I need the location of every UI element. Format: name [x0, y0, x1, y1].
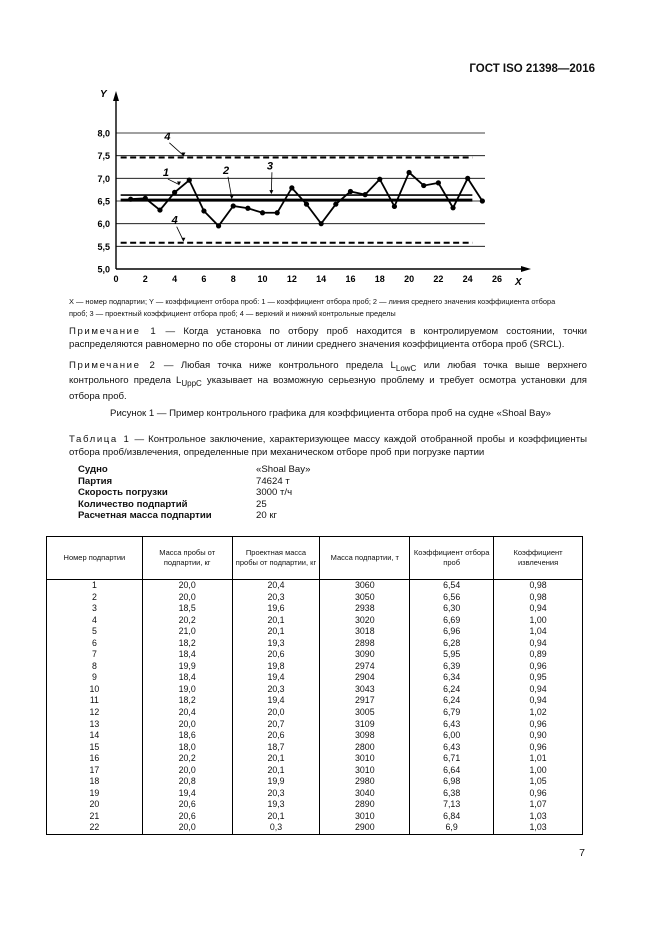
- table-header-cell: Масса пробы от подпартии, кг: [142, 537, 232, 580]
- table-cell: 3: [47, 603, 143, 615]
- table-cell: 21,0: [142, 626, 232, 638]
- y-axis-label: Y: [100, 89, 107, 100]
- table-cell: 2904: [320, 672, 410, 684]
- table-row: [47, 730, 583, 742]
- x-tick-label: 12: [286, 274, 297, 284]
- data-point: [187, 178, 192, 183]
- table-cell: 19,0: [142, 684, 232, 696]
- leader-line: [271, 172, 272, 193]
- table-cell: 0,3: [232, 822, 320, 834]
- note-2-sub-a: LowC: [395, 363, 417, 373]
- table-cell: 3090: [320, 649, 410, 661]
- x-axis-arrow: [521, 266, 531, 272]
- curve-label: 3: [266, 160, 274, 173]
- table-cell: 6,69: [410, 615, 494, 627]
- table-cell: 19,4: [142, 788, 232, 800]
- x-tick-label: 26: [491, 274, 503, 284]
- table-cell: 1,07: [494, 799, 583, 811]
- page-number: 7: [579, 847, 585, 859]
- table-cell: 20,8: [142, 776, 232, 788]
- table-row: [47, 672, 583, 684]
- data-point: [450, 205, 455, 210]
- table-cell: 6,28: [410, 638, 494, 650]
- table-cell: 1,05: [494, 776, 583, 788]
- table-cell: 20,6: [232, 730, 320, 742]
- y-tick-label: 6,0: [97, 219, 110, 230]
- table-cell: 0,96: [494, 742, 583, 754]
- table-cell: 19,3: [232, 799, 320, 811]
- table-cell: 6,64: [410, 765, 494, 777]
- x-tick-label: 14: [316, 274, 327, 284]
- table-row: [47, 799, 583, 811]
- table-row: [47, 661, 583, 673]
- table-cell: 14: [47, 730, 143, 742]
- table-header-cell: Коэффициент извлечения: [494, 537, 583, 580]
- table-cell: 6,43: [410, 742, 494, 754]
- table-cell: 3060: [320, 580, 410, 592]
- y-tick-label: 5,0: [97, 264, 110, 275]
- table-cell: 0,96: [494, 661, 583, 673]
- table-cell: 4: [47, 615, 143, 627]
- table-cell: 16: [47, 753, 143, 765]
- table-cell: 20,2: [142, 615, 232, 627]
- table-row: [47, 684, 583, 696]
- table-cell: 1: [47, 580, 143, 592]
- note-2-text-a: — Любая точка ниже контрольного предела L: [156, 360, 396, 371]
- table-cell: 6,98: [410, 776, 494, 788]
- data-point: [377, 177, 382, 182]
- table-cell: 0,96: [494, 719, 583, 731]
- table-cell: 0,94: [494, 638, 583, 650]
- table-cell: 0,98: [494, 592, 583, 604]
- table-cell: 6,38: [410, 788, 494, 800]
- table-cell: 17: [47, 765, 143, 777]
- table-cell: 20,4: [142, 707, 232, 719]
- y-tick-label: 6,5: [97, 196, 110, 207]
- shipment-info-key: Количество подпартий: [78, 498, 188, 510]
- x-tick-label: 20: [404, 274, 415, 284]
- table-cell: 3109: [320, 719, 410, 731]
- curve-label: 4: [164, 130, 171, 143]
- table-cell: 3010: [320, 753, 410, 765]
- data-point: [172, 190, 177, 195]
- table-cell: 22: [47, 822, 143, 834]
- shipment-info-key: Расчетная масса подпартии: [78, 510, 212, 522]
- table-cell: 1,02: [494, 707, 583, 719]
- table-cell: 2900: [320, 822, 410, 834]
- table-row: [47, 719, 583, 731]
- shipment-info-key: Скорость погрузки: [78, 487, 168, 499]
- table-row: [47, 592, 583, 604]
- x-tick-label: 22: [433, 274, 444, 284]
- note-2-text-c: указывает на возможную серьезную проблему и требует осмотра установки для отбора проб.: [69, 375, 587, 402]
- table-cell: 3018: [320, 626, 410, 638]
- table-cell: 6,39: [410, 661, 494, 673]
- data-point: [406, 170, 411, 175]
- table-cell: 3020: [320, 615, 410, 627]
- table-cell: 19,4: [232, 672, 320, 684]
- table-cell: 1,03: [494, 811, 583, 823]
- figure-caption: Рисунок 1 — Пример контрольного графика для коэффициента отбора проб на судне «Shoal Bay»: [110, 408, 551, 419]
- table-row: [47, 695, 583, 707]
- table-cell: 6,96: [410, 626, 494, 638]
- table-header-cell: Масса подпартии, т: [320, 537, 410, 580]
- table-cell: 18,6: [142, 730, 232, 742]
- table-cell: 6,79: [410, 707, 494, 719]
- table-cell: 1,00: [494, 765, 583, 777]
- table-cell: 19,3: [232, 638, 320, 650]
- shipment-info-value: 20 кг: [256, 510, 278, 522]
- data-point: [304, 202, 309, 207]
- data-point: [128, 197, 133, 202]
- x-tick-label: 10: [257, 274, 268, 284]
- table-row: [47, 638, 583, 650]
- table-cell: 0,96: [494, 788, 583, 800]
- table-row: [47, 580, 583, 592]
- table-caption-label: Таблица 1: [69, 434, 131, 445]
- table-row: [47, 822, 583, 834]
- shipment-info-key: Судно: [78, 464, 108, 475]
- table-cell: 12: [47, 707, 143, 719]
- table-cell: 3098: [320, 730, 410, 742]
- x-tick-label: 2: [142, 274, 148, 284]
- table-cell: 1,04: [494, 626, 583, 638]
- table-cell: 20,3: [232, 788, 320, 800]
- table-cell: 18,7: [232, 742, 320, 754]
- table-cell: 18,4: [142, 672, 232, 684]
- table-cell: 20,7: [232, 719, 320, 731]
- shipment-info-row: [78, 464, 310, 476]
- table-cell: 6,84: [410, 811, 494, 823]
- table-cell: 20,6: [142, 811, 232, 823]
- leader-line: [169, 143, 183, 156]
- x-tick-label: 4: [172, 274, 178, 284]
- note-2-label: Примечание 2: [69, 360, 157, 371]
- table-cell: 20: [47, 799, 143, 811]
- table-cell: 6,56: [410, 592, 494, 604]
- data-point: [465, 176, 470, 181]
- table-cell: 3010: [320, 811, 410, 823]
- table-row: [47, 707, 583, 719]
- shipment-info-row: [78, 476, 310, 488]
- table-cell: 19,4: [232, 695, 320, 707]
- table-cell: 15: [47, 742, 143, 754]
- table-cell: 18: [47, 776, 143, 788]
- data-point: [348, 189, 353, 194]
- table-cell: 6,9: [410, 822, 494, 834]
- shipment-info: [78, 464, 310, 522]
- table-cell: 20,6: [232, 649, 320, 661]
- y-tick-label: 5,5: [97, 241, 110, 252]
- table-cell: 0,94: [494, 684, 583, 696]
- table-row: [47, 742, 583, 754]
- table-cell: 11: [47, 695, 143, 707]
- table-cell: 3043: [320, 684, 410, 696]
- curve-label: 4: [171, 214, 178, 227]
- table-row: [47, 753, 583, 765]
- x-axis-label: X: [515, 277, 522, 288]
- table-cell: 8: [47, 661, 143, 673]
- table-cell: 19,6: [232, 603, 320, 615]
- table-cell: 20,0: [142, 765, 232, 777]
- table-cell: 19,9: [232, 776, 320, 788]
- leader-arrow: [269, 190, 273, 194]
- table-cell: 0,94: [494, 603, 583, 615]
- table-cell: 3040: [320, 788, 410, 800]
- table-cell: 20,3: [232, 684, 320, 696]
- control-chart: [92, 88, 552, 288]
- table-header-cell: Проектная масса пробы от подпартии, кг: [232, 537, 320, 580]
- control-table: [46, 536, 583, 835]
- data-point: [333, 202, 338, 207]
- table-cell: 20,1: [232, 615, 320, 627]
- x-tick-label: 16: [345, 274, 356, 284]
- table-cell: 20,0: [142, 822, 232, 834]
- table-cell: 3010: [320, 765, 410, 777]
- shipment-info-row: [78, 487, 310, 499]
- data-point: [436, 180, 441, 185]
- y-tick-label: 7,5: [97, 151, 110, 162]
- table-cell: 18,2: [142, 695, 232, 707]
- table-caption: [69, 434, 587, 459]
- table-cell: 19,9: [142, 661, 232, 673]
- data-point: [216, 223, 221, 228]
- table-cell: 20,6: [142, 799, 232, 811]
- shipment-info-row: [78, 510, 310, 522]
- table-row: [47, 788, 583, 800]
- data-point: [289, 185, 294, 190]
- table-cell: 18,0: [142, 742, 232, 754]
- table-cell: 7: [47, 649, 143, 661]
- table-cell: 10: [47, 684, 143, 696]
- table-cell: 6,34: [410, 672, 494, 684]
- data-point: [201, 208, 206, 213]
- table-cell: 6,43: [410, 719, 494, 731]
- table-cell: 0,90: [494, 730, 583, 742]
- table-cell: 2974: [320, 661, 410, 673]
- table-cell: 20,0: [142, 719, 232, 731]
- table-cell: 13: [47, 719, 143, 731]
- shipment-info-value: «Shoal Bay»: [256, 464, 311, 475]
- table-cell: 18,4: [142, 649, 232, 661]
- table-cell: 0,95: [494, 672, 583, 684]
- note-1-label: Примечание 1: [69, 326, 158, 337]
- x-tick-label: 6: [201, 274, 207, 284]
- table-cell: 7,13: [410, 799, 494, 811]
- table-cell: 18,5: [142, 603, 232, 615]
- standard-header: ГОСТ ISO 21398—2016: [469, 63, 595, 75]
- table-cell: 5,95: [410, 649, 494, 661]
- table-cell: 6,54: [410, 580, 494, 592]
- leader-arrow: [230, 195, 234, 199]
- table-row: [47, 626, 583, 638]
- shipment-info-value: 25: [256, 498, 267, 510]
- table-cell: 6,24: [410, 684, 494, 696]
- table-cell: 6,00: [410, 730, 494, 742]
- table-cell: 0,89: [494, 649, 583, 661]
- note-1: [69, 326, 587, 351]
- table-row: [47, 603, 583, 615]
- curve-label: 1: [162, 167, 170, 180]
- table-cell: 19,8: [232, 661, 320, 673]
- leader-arrow: [181, 238, 185, 242]
- table-row: [47, 649, 583, 661]
- table-cell: 1,00: [494, 615, 583, 627]
- table-cell: 20,1: [232, 765, 320, 777]
- table-row: [47, 811, 583, 823]
- note-2: [69, 360, 587, 403]
- table-cell: 20,1: [232, 753, 320, 765]
- table-cell: 18,2: [142, 638, 232, 650]
- note-2-text-b: или любая точка выше верхнего контрольного предела L: [69, 360, 587, 387]
- data-point: [319, 221, 324, 226]
- shipment-info-row: [78, 499, 310, 511]
- y-tick-label: 7,0: [97, 173, 110, 184]
- table-cell: 3050: [320, 592, 410, 604]
- table-row: [47, 776, 583, 788]
- data-point: [245, 206, 250, 211]
- table-cell: 9: [47, 672, 143, 684]
- table-cell: 20,3: [232, 592, 320, 604]
- table-cell: 20,0: [142, 580, 232, 592]
- note-1-text: — Когда установка по отбору проб находится в контролируемом состоянии, точки распределяются равномерно по обе стороны от линии среднего значения коэффициента отбора проб (SRCL).: [69, 326, 587, 350]
- table-cell: 2980: [320, 776, 410, 788]
- data-point: [392, 204, 397, 209]
- shipment-info-value: 3000 т/ч: [256, 487, 293, 499]
- table-cell: 20,4: [232, 580, 320, 592]
- table-cell: 6: [47, 638, 143, 650]
- x-tick-label: 0: [113, 274, 119, 284]
- table-cell: 19: [47, 788, 143, 800]
- table-cell: 0,94: [494, 695, 583, 707]
- table-cell: 0,98: [494, 580, 583, 592]
- table-cell: 20,2: [142, 753, 232, 765]
- data-point: [363, 192, 368, 197]
- table-cell: 1,01: [494, 753, 583, 765]
- shipment-info-key: Партия: [78, 475, 113, 487]
- table-cell: 20,0: [142, 592, 232, 604]
- table-cell: 2917: [320, 695, 410, 707]
- table-cell: 2898: [320, 638, 410, 650]
- table-caption-text: — Контрольное заключение, характеризующее массу каждой отобранной пробы и коэффициенты отбора проб/извлечения, определенные при механическом отборе проб при погрузке партии: [69, 434, 587, 458]
- table-cell: 6,71: [410, 753, 494, 765]
- table-cell: 20,0: [232, 707, 320, 719]
- curve-label: 2: [222, 164, 230, 177]
- table-cell: 2938: [320, 603, 410, 615]
- table-cell: 2800: [320, 742, 410, 754]
- table-header-cell: Номер подпартии: [47, 537, 143, 580]
- table-cell: 6,30: [410, 603, 494, 615]
- table-cell: 6,24: [410, 695, 494, 707]
- data-point: [480, 198, 485, 203]
- x-tick-label: 8: [230, 274, 236, 284]
- table-cell: 21: [47, 811, 143, 823]
- table-cell: 20,1: [232, 811, 320, 823]
- table-cell: 2: [47, 592, 143, 604]
- table-cell: 5: [47, 626, 143, 638]
- note-2-sub-b: UppC: [181, 379, 202, 389]
- y-tick-label: 8,0: [97, 128, 110, 139]
- table-header-cell: Коэффициент отбора проб: [410, 537, 494, 580]
- x-tick-label: 24: [462, 274, 473, 284]
- table-cell: 3005: [320, 707, 410, 719]
- table-cell: 1,03: [494, 822, 583, 834]
- data-point: [157, 207, 162, 212]
- data-point: [275, 210, 280, 215]
- table-cell: 2890: [320, 799, 410, 811]
- data-point: [260, 210, 265, 215]
- shipment-info-value: 74624 т: [256, 475, 290, 487]
- chart-legend: X — номер подпартии; Y — коэффициент отбора проб: 1 — коэффициент отбора проб; 2 — линия среднего значения коэффициента отбора проб; 3 — проектный коэффициент отбора проб; 4 — верхний и нижний контрольные пределы: [69, 297, 556, 318]
- table-row: [47, 615, 583, 627]
- data-point: [231, 203, 236, 208]
- data-point: [143, 196, 148, 201]
- table-cell: 20,1: [232, 626, 320, 638]
- y-axis-arrow: [113, 91, 119, 101]
- x-tick-label: 18: [374, 274, 385, 284]
- table-row: [47, 765, 583, 777]
- data-point: [421, 183, 426, 188]
